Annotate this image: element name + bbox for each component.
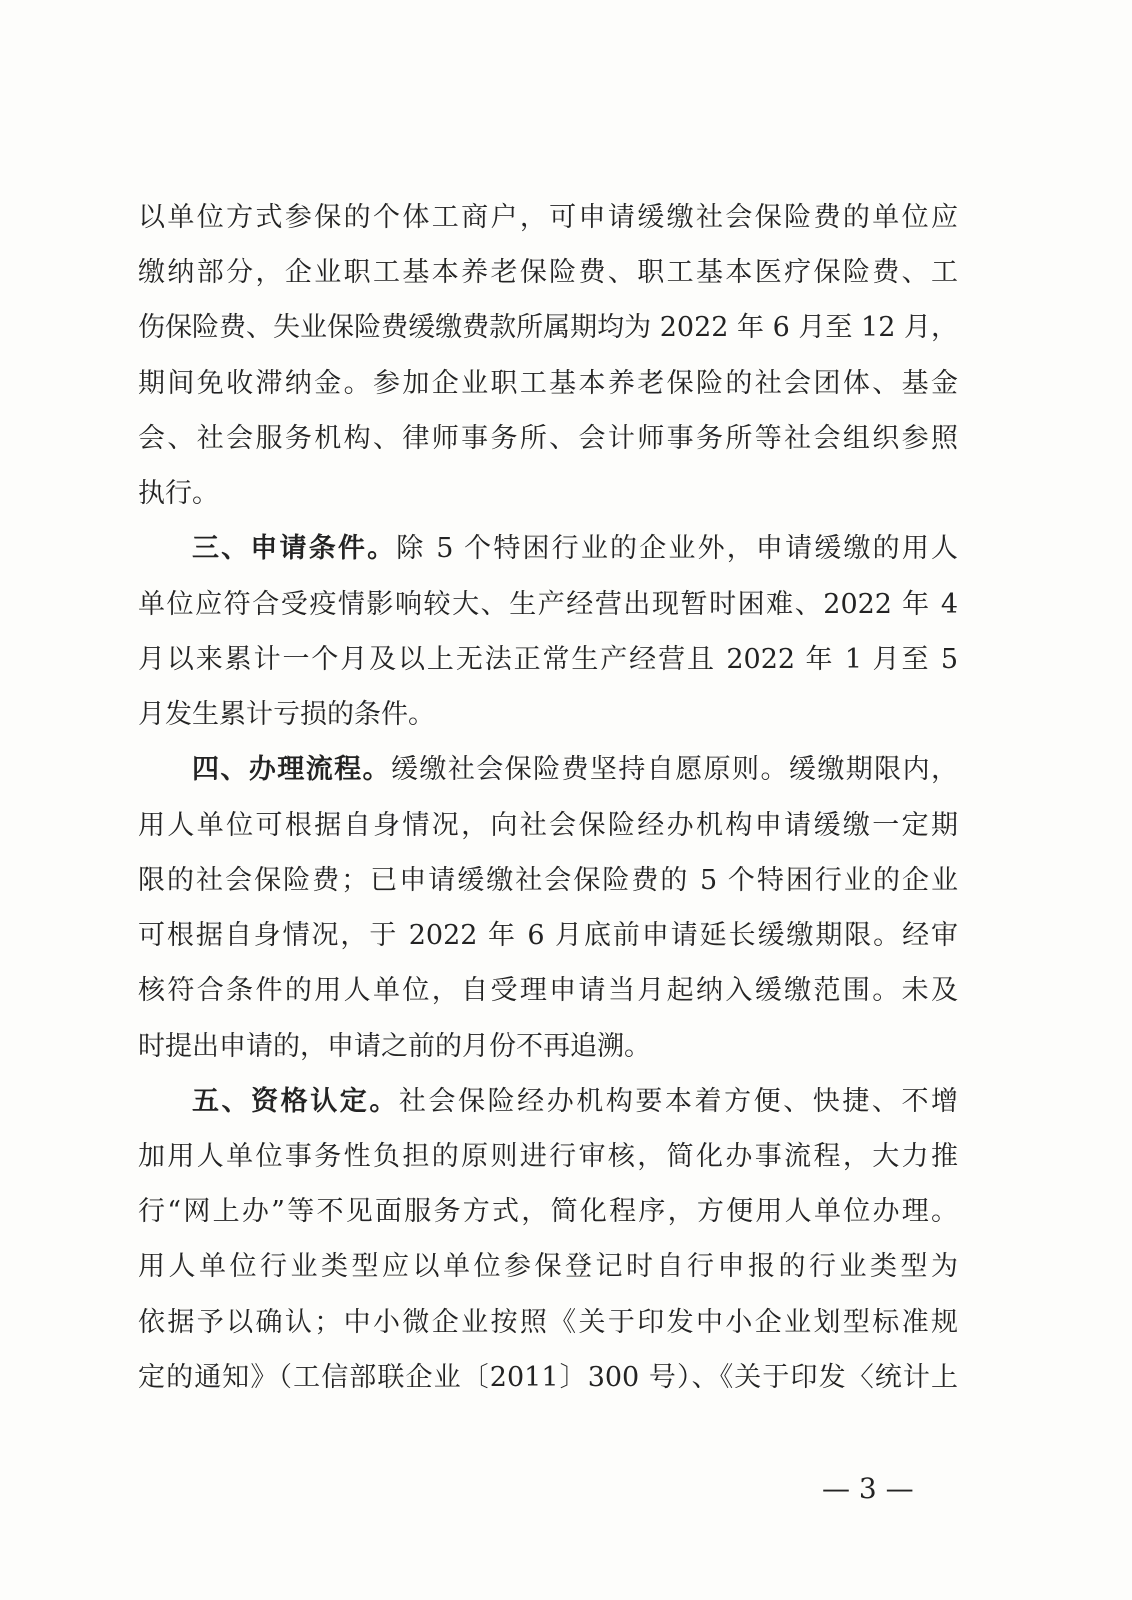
paragraph-line: 缴纳部分，企业职工基本养老保险费、职工基本医疗保险费、工: [138, 257, 958, 289]
paragraph-line: 用人单位可根据自身情况，向社会保险经办机构申请缓缴一定期: [138, 809, 958, 841]
page-number: — 3 —: [822, 1472, 914, 1505]
paragraph-line: 时提出申请的，申请之前的月份不再追溯。: [138, 1030, 651, 1062]
paragraph-first-line: [138, 1074, 958, 1129]
paragraph-line: 以单位方式参保的个体工商户，可申请缓缴社会保险费的单位应: [138, 202, 958, 233]
paragraph-line: 伤保险费、失业保险费缓缴费款所属期均为 2022 年 6 月至 12 月，: [138, 312, 958, 344]
paragraph-continuation: [138, 190, 958, 521]
paragraph-line: 核符合条件的用人单位，自受理申请当月起纳入缓缴范围。未及: [138, 975, 958, 1007]
paragraph-line: 月发生累计亏损的条件。: [138, 699, 435, 731]
paragraph-line: 定的通知》（工信部联企业〔2011〕300 号）、《关于印发〈统计上: [138, 1361, 958, 1393]
section-heading: 三、申请条件。: [192, 533, 397, 565]
paragraph-line: 用人单位行业类型应以单位参保登记时自行申报的行业类型为: [138, 1251, 958, 1283]
paragraph-line: 期间免收滞纳金。参加企业职工基本养老保险的社会团体、基金: [138, 367, 958, 399]
paragraph-line: 会、社会服务机构、律师事务所、会计师事务所等社会组织参照: [138, 422, 958, 454]
paragraph-line-text: 缓缴社会保险费坚持自愿原则。缓缴期限内，: [390, 754, 959, 786]
paragraph-line: 依据予以确认；中小微企业按照《关于印发中小企业划型标准规: [138, 1306, 958, 1338]
paragraph-line: 可根据自身情况，于 2022 年 6 月底前申请延长缓缴期限。经审: [138, 920, 958, 952]
section-handling-process: [138, 742, 958, 1073]
section-heading: 四、办理流程。: [192, 754, 391, 786]
paragraph-first-line: [138, 521, 958, 576]
paragraph-line: 加用人单位事务性负担的原则进行审核，简化办事流程，大力推: [138, 1140, 958, 1172]
section-qualification: [138, 1074, 958, 1405]
paragraph-line: 月以来累计一个月及以上无法正常生产经营且 2022 年 1 月至 5: [138, 643, 958, 675]
paragraph-first-line: [138, 742, 958, 797]
section-application-conditions: [138, 521, 958, 742]
paragraph-line-text: 除 5 个特困行业的企业外，申请缓缴的用人: [396, 533, 959, 565]
paragraph-line-text: 社会保险经办机构要本着方便、快捷、不增: [398, 1085, 959, 1117]
paragraph-line: 限的社会保险费；已申请缓缴社会保险费的 5 个特困行业的企业: [138, 864, 958, 896]
document-body: [138, 190, 958, 1405]
paragraph-line: 执行。: [138, 478, 219, 510]
paragraph-line: 行“网上办”等不见面服务方式，简化程序，方便用人单位办理。: [138, 1196, 958, 1228]
paragraph-line: 单位应符合受疫情影响较大、生产经营出现暂时困难、2022 年 4: [138, 588, 958, 620]
section-heading: 五、资格认定。: [192, 1085, 399, 1117]
